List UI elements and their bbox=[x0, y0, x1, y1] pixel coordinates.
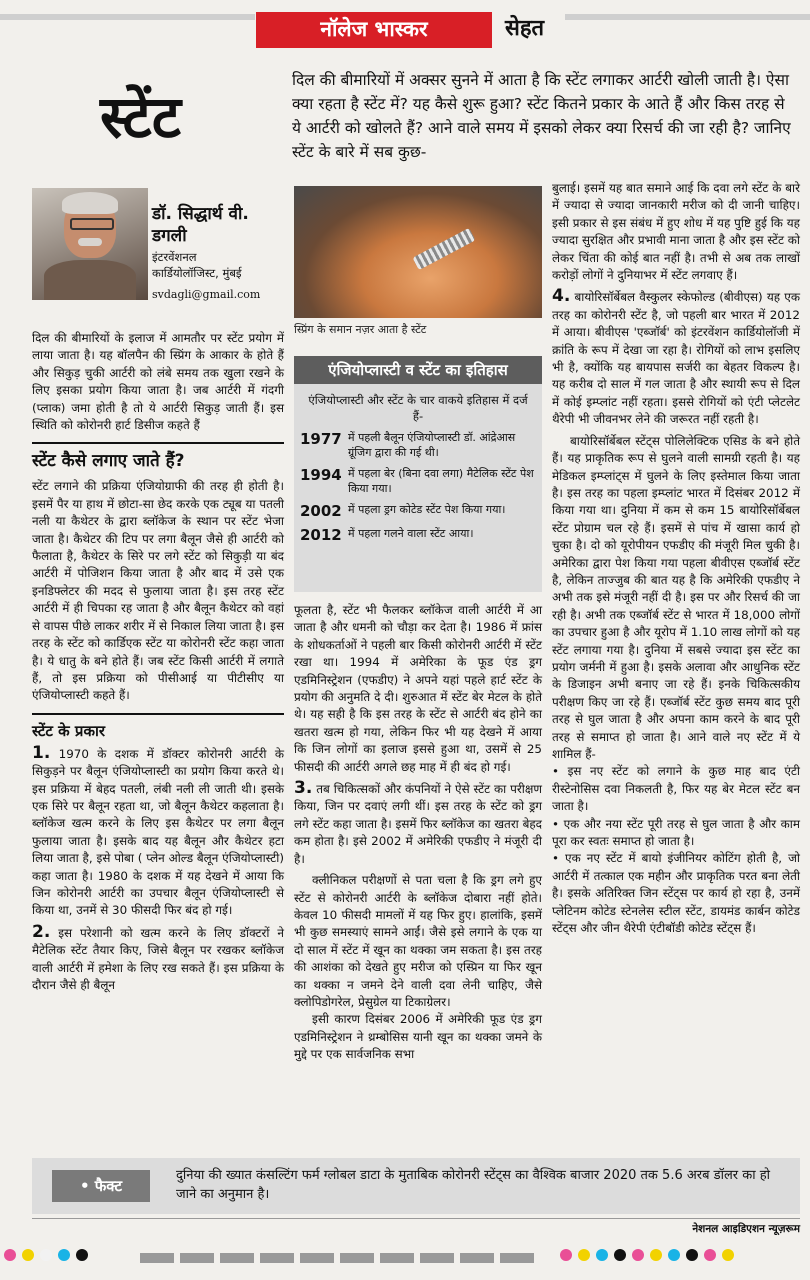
history-item bbox=[300, 502, 536, 520]
author-role-line2: कार्डियोलॉजिस्ट, मुंबई bbox=[152, 266, 242, 280]
header-strip-left bbox=[0, 14, 255, 20]
col3-bullet-2: • एक और नया स्टेंट पूरी तरह से घुल जाता है और काम पूरा कर स्वतः समाप्त हो जाता है। bbox=[552, 816, 800, 849]
header-strip-right bbox=[565, 14, 810, 20]
history-year: 2002 bbox=[300, 502, 342, 520]
col3-bullet-3: • एक नए स्टेंट में बायो इंजीनियर कोटिंग होती है, जो आर्टरी में तत्काल एक महीन और प्राकृतिक परत बना लेती है। इसके अतिरिक्त जिन स्टेंट्स पर कार्य हो रहा है, उनमें प्लेटिनम कोटेड स्टेनलेस स्टील स्टेंट, डायमंड कार्बन कोटेड स्टेंट्स और जीन थैरेपी एंटीबॉडी कोटेड स्टेंट्स हैं। bbox=[552, 851, 800, 936]
divider bbox=[32, 713, 284, 715]
print-gray-bars bbox=[140, 1248, 560, 1260]
author-role-line1: इंटरवेंशनल bbox=[152, 250, 197, 264]
col3-paragraph-bioresorbable: बायोरिसॉर्बेबल स्टेंट्स पोलिलेक्टिक एसिड के बने होते हैं। यह प्राकृतिक रूप से घुलने वाली सामग्री रहती है। यह मेडिकल इम्प्लांट्स में घुलने के लिए इस्तेमाल किया जाता है। इस तरह का पहला इम्प्लांट भारत में दिसंबर 2012 में किया गया था। दुनिया में कम से कम 15 बायोरिसॉर्बेबल स्टेंट प्रोग्राम चल रहे हैं। इसमें से पांच में खासा कार्य हो चुका है। दो को यूरोपीयन एफडीए की मंजूरी मिल चुकी है। अमेरिका द्वारा पेश किया गया पहला बीवीएस एब्जॉर्ब स्टेंट है, लेकिन ताज्जुब की बात यह है कि अमेरिकी एफडीए ने अभी तक इसे मंजूरी नहीं दी है। इस पर और रिसर्च की जा रही है। अभी तक एब्जॉर्ब स्टेंट से भारत में 18,000 लोगों का उपचार हुआ है और यूरोप में 1.10 लाख लोगों को यह स्टेंट लगाया गया है। दुनिया में सबसे ज्यादा इस स्टेंट का प्रयोग जर्मनी में हुआ है। इसके अलावा और आधुनिक स्टेंट के डिजाइन अभी बनाए जा रहे हैं। इनके चिकित्सकीय परीक्षण किए जा रहे हैं। एब्जॉर्ब स्टेंट कुछ समय बाद पूरी तरह से घुल जाता है और अपना काम करने के बाद पूरी तरह से समाप्त हो जाता है। आने वाले नए स्टेंट में ये शामिल हैं- bbox=[552, 433, 800, 761]
stent-photo bbox=[294, 186, 542, 318]
col3-item-4 bbox=[552, 288, 800, 428]
item-number: 2. bbox=[32, 921, 51, 942]
history-text: में पहला बेर (बिना दवा लगा) मैटेलिक स्टेंट पेश किया गया। bbox=[348, 467, 534, 495]
history-year: 2012 bbox=[300, 526, 342, 544]
color-mark bbox=[40, 1249, 52, 1261]
col2-paragraph-fda: इसी कारण दिसंबर 2006 में अमेरिकी फूड एंड ड्रग एडमिनिस्ट्रेशन ने थ्रम्बोसिस यानी खून का थक्का जमने के मुद्दे पर एक सार्वजनिक सभा bbox=[294, 1012, 542, 1062]
history-list bbox=[294, 430, 542, 544]
heading-how-stents-are-placed: स्टेंट कैसे लगाए जाते हैं? bbox=[32, 451, 185, 472]
item-number: 1. bbox=[32, 742, 51, 763]
col2-item-3 bbox=[294, 780, 542, 868]
item-number: 4. bbox=[552, 286, 571, 307]
page-title: स्टेंट bbox=[100, 83, 182, 151]
heading-stent-types: स्टेंट के प्रकार bbox=[32, 721, 105, 740]
item-text: तब चिकित्सकों और कंपनियों ने ऐसे स्टेंट का परीक्षण किया, जिन पर दवाएं लगी थीं। इस तरह के स्टेंट को ड्रग लगे स्टेंट कहा जाता है। इसमें फिर ब्लॉकेज का खतरा बेहद कम होता है। इसे 2002 में अमेरिकी एफडीए ने मंजूरी दी है। bbox=[294, 782, 542, 866]
item-text: बायोरिसॉर्बेबल वैस्कुलर स्केफोल्ड (बीवीएस) यह एक तरह का कोरोनरी स्टेंट है, जो पहली बार भारत में 2012 में आया। बीवीएस 'एब्जॉर्ब' को इंटरवेंशन कार्डियोलॉजी में क्रांति के रूप में देखा जा रहा है। रोगियों को लाभ इसलिए भी है, क्योंकि यह बायपास सर्जरी का बेहतर विकल्प है। यह करीब दो साल में गल जाता है और स्थायी रूप से दिल में कोई इम्प्लांट नहीं रहता। इससे रोगियों को एंटी प्लेटलेट थैरेपी भी जीवनभर लेने की जरूरत नहीं रहती है। bbox=[552, 290, 801, 427]
color-mark bbox=[22, 1249, 34, 1261]
col1-item-2 bbox=[32, 921, 284, 995]
print-registration-marks-left bbox=[4, 1246, 154, 1260]
history-text: में पहला ड्रग कोटेड स्टेंट पेश किया गया। bbox=[348, 503, 506, 516]
fact-label: • फैक्ट bbox=[52, 1170, 150, 1202]
author-photo bbox=[32, 188, 148, 300]
section-label: नॉलेज भास्कर bbox=[256, 12, 492, 48]
category-label: सेहत bbox=[505, 16, 545, 41]
col1-paragraph-intro: दिल की बीमारियों के इलाज में आमतौर पर स्टेंट प्रयोग में लाया जाता है। यह बॉलपैन की स्प्रिंग के आकार के होते हैं और सिकुड़ चुकी आर्टरी को लंबे समय तक खुला रखने के लिए इसका प्रयोग किया जाता है। जब आर्टरी में गंदगी (प्लाक) जमा होती है तो ये आर्टरी सिकुड़ जाती हैं। इस स्थिति को कोरोनरी हार्ट डिसीज कहते हैं bbox=[32, 331, 284, 433]
column-1 bbox=[32, 330, 284, 1150]
history-year: 1994 bbox=[300, 466, 342, 484]
item-text: 1970 के दशक में डॉक्टर कोरोनरी आर्टरी के सिकुड़ने पर बैलून एंजियोप्लास्टी का प्रयोग किया करते थे। इस प्रक्रिया में बेहद पतली, लंबी नली ली जाती थी। इसके एक सिरे पर बैलून रहता था, जो बैलून कैथेटर कहलाता है। ब्लॉकेज खत्म करने के लिए इस कैथेटर पर लगा बैलून फुलाया जाता है। इसके बाद यह बैलून और कैथेटर हटा लिया जाता है, इसे पोबा ( प्लेन ओल्ड बैलून एंजियोप्लास्टी) कहा जाता है। 1980 के दशक में यह देखने में आया कि जिन कोरोनरी आर्टरी का उपचार बैलून एंजियोप्लास्टी से किया था, उनमें से 30 फीसदी फिर बंद हो गई। bbox=[32, 746, 285, 918]
author-name-line2: डगली bbox=[152, 226, 187, 246]
history-item bbox=[300, 430, 536, 460]
color-mark bbox=[4, 1249, 16, 1261]
divider bbox=[32, 442, 284, 444]
item-number: 3. bbox=[294, 778, 313, 799]
footer-rule bbox=[32, 1218, 800, 1219]
item-text: इस परेशानी को खत्म करने के लिए डॉक्टरों ने मैटेलिक स्टेंट तैयार किए, जिसे बैलून पर रखकर ब्लॉकेज वाली आर्टरी में हमेशा के लिए रख सकते हैं। इस प्रक्रिया के दौरान जैसे ही बैलून bbox=[32, 925, 284, 992]
intro-paragraph: दिल की बीमारियों में अक्सर सुनने में आता है कि स्टेंट लगाकर आर्टरी खोली जाती है। ऐसा क्या रहता है स्टेंट में? यह कैसे शुरू हुआ? स्टेंट कितने प्रकार के आते हैं और किस तरह से ये आर्टरी को खोलते हैं? आने वाले समय में इसको लेकर क्या रिसर्च की जा रही है? जानिए स्टेंट के बारे में सब कुछ- bbox=[292, 71, 791, 161]
print-registration-marks-right bbox=[560, 1246, 810, 1260]
column-2 bbox=[294, 602, 542, 1150]
history-item bbox=[300, 466, 536, 496]
color-mark bbox=[76, 1249, 88, 1261]
history-year: 1977 bbox=[300, 430, 342, 448]
author-email[interactable]: svdagli@gmail.com bbox=[152, 288, 261, 301]
history-box bbox=[294, 356, 542, 592]
author-name-line1: डॉ. सिद्धार्थ वी. bbox=[152, 204, 249, 224]
col1-paragraph-procedure: स्टेंट लगाने की प्रक्रिया एंजियोग्राफी की तरह ही होती है। इसमें पैर या हाथ में छोटा-सा छेद करके एक ट्यूब या पतली नली या कैथेटर के द्वारा ब्लॉकेज के स्थान पर स्टेंट भेजा जाता है। कैथेटर की टिप पर लगा बैलून जैसे ही आर्टरी को फैलाता है, कैथेटर के सिरे पर लगे स्टेंट को सिकुड़ी या बंद आर्टरी में पोजिशन किया जाता है और बाद में उसे एक इनडिफ्लेटर की मदद से फुलाया जाता है। इस तरह स्टेंट आर्टरी में ही चिपका रह जाता है और बैलून कैथेटर को वहां से वापस पीछे लाकर शरीर में से निकाल लिया जाता है। इस तरह के स्टेंट को कार्डिएक स्टेंट या कोरोनरी स्टेंट कहा जाता है। ये धातु के बने होते हैं। जब स्टेंट किसी आर्टरी में लगाते हैं, तो इस प्रक्रिया को पीसीआई या पीटीसीए या एंजियोप्लास्टी कहते हैं। bbox=[32, 479, 284, 703]
col3-bullet-1: • इस नए स्टेंट को लगाने के कुछ माह बाद एंटी रीस्टेनोसिस दवा निकलती है, फिर यह बेर मेटल स्टेंट बन जाता है। bbox=[552, 764, 800, 814]
col1-item-1 bbox=[32, 742, 285, 920]
history-item bbox=[300, 526, 536, 544]
color-mark bbox=[58, 1249, 70, 1261]
fact-text: दुनिया की ख्यात कंसल्टिंग फर्म ग्लोबल डाटा के मुताबिक कोरोनरी स्टेंट्स का वैश्विक बाजार 2020 तक 5.6 अरब डॉलर का हो जाने का अनुमान है। bbox=[176, 1168, 770, 1202]
history-text: में पहली बैलून एंजियोप्लास्टी डॉ. आंद्रेआस ग्रूंजिग द्वारा की गई थी। bbox=[348, 431, 516, 459]
col3-paragraph-1: बुलाई। इसमें यह बात समाने आई कि दवा लगे स्टेंट के बारे में ज्यादा से ज्यादा जानकारी मरीज को दी जानी चाहिए। इसी प्रकार से इस संबंध में हुए शोध में यह पुष्टि हुई कि यह ज्यादा सुरक्षित और प्रभावी माना जाता है और इस स्टेंट को लेकर चिंता की कोई बात नहीं है। तभी से अब तक लाखों करोड़ों लोगों ने दुनियाभर में स्टेंट लगवाए हैं। bbox=[552, 181, 800, 283]
history-text: में पहला गलने वाला स्टेंट आया। bbox=[348, 527, 474, 540]
footer-imprint: नेशनल आइडिएशन न्यूज़रूम bbox=[692, 1223, 800, 1235]
history-intro: एंजियोप्लास्टी और स्टेंट के चार वाकये इतिहास में दर्ज हैं- bbox=[308, 393, 528, 423]
stent-icon bbox=[412, 228, 475, 270]
col2-paragraph-1: फूलता है, स्टेंट भी फैलकर ब्लॉकेज वाली आर्टरी में आ जाता है और धमनी को चौड़ा कर देता है। 1986 में फ्रांस के शोधकर्ताओं ने पहली बार किसी कोरोनरी आर्टरी में स्टेंट रखा था। 1994 में अमेरिका के फूड एंड ड्रग एडमिनिस्ट्रेशन (एफडीए) ने अपने यहां पहले हार्ट स्टेंट के प्रयोग की अनुमति दे दी। शुरुआत में स्टेंट बेर मेटल के होते थे। यह सही है कि इस तरह के स्टेंट से आर्टरी बंद होने का खतरा खत्म हो गया, लेकिन फिर भी यह देखने में आया कि जिन लोगों का इलाज इससे हुआ था, उसमें से 25 फीसदी की आर्टरी अगले छह माह में ही बंद हो गई। bbox=[294, 603, 542, 774]
col2-paragraph-trials: क्लीनिकल परीक्षणों से पता चला है कि ड्रग लगे हुए स्टेंट से कोरोनरी आर्टरी के ब्लॉकेज दोबारा नहीं होते। केवल 10 फीसदी मामलों में यह फिर हुए। हालांकि, इसमें भी कुछ समस्याएं सामने आईं। जैसे इसे लगाने के एक या दो साल में स्टेंट में खून का थक्का जम सकता है। इस तरह की आशंका को देखते हुए मरीज को एस्प्रिन या फिर खून का थक्का न जमने देने वाली दवा लेनी चाहिए, जैसे क्लोपिडोगरेल, प्रेसुग्रेल या टिकाग्रेलर। bbox=[294, 873, 542, 1009]
image-caption: स्प्रिंग के समान नज़र आता है स्टेंट bbox=[294, 323, 427, 336]
column-3 bbox=[552, 180, 800, 1150]
history-title: एंजियोप्लास्टी व स्टेंट का इतिहास bbox=[294, 356, 542, 384]
